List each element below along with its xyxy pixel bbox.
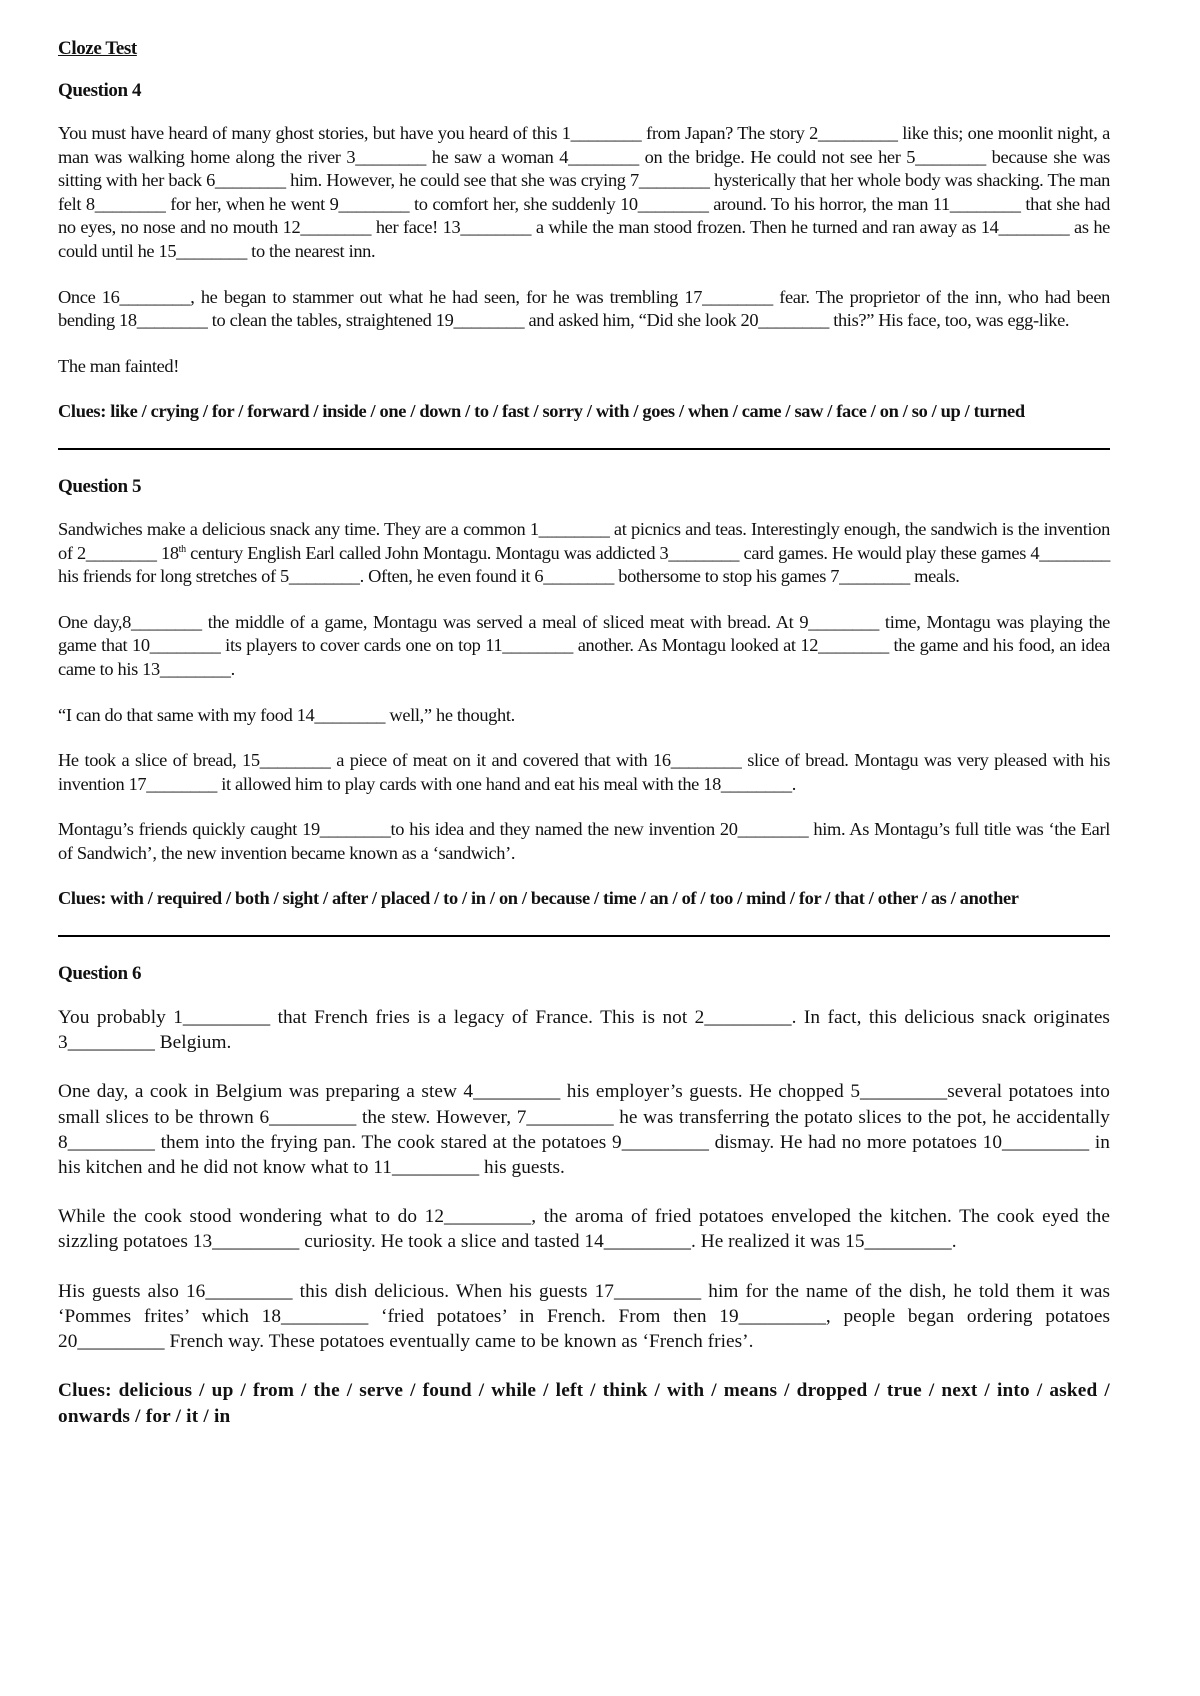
question-4-section — [58, 80, 1110, 424]
question-5-paragraph-1-part-b: century English Earl called John Montagu. Montagu was addicted 3________ card games. He would play these games 4________ his friends for long stretches of 5________. Often, he even found it 6________ bothersome to stop his games 7________ meals. — [58, 542, 1110, 587]
question-6-paragraph-1: You probably 1_________ that French fries is a legacy of France. This is not 2_________. In fact, this delicious snack originates 3_________ Belgium. — [58, 1007, 1110, 1054]
question-5-paragraph-1-part-a: Sandwiches make a delicious snack any time. They are a common 1________ at picnics and teas. Interestingly enough, the sandwich is the invention of 2________ 18 — [58, 518, 1110, 563]
question-5-paragraph-2: One day,8________ the middle of a game, Montagu was served a meal of sliced meat with bread. At 9________ time, Montagu was playing the game that 10________ its players to cover cards one on top 11________ another. As Montagu looked at 12________ the game and his food, an idea came to his 13________. — [58, 611, 1110, 679]
document-title: Cloze Test — [58, 38, 137, 59]
question-6-paragraph-3: While the cook stood wondering what to do 12_________, the aroma of fried potatoes enveloped the kitchen. The cook eyed the sizzling potatoes 13_________ curiosity. He took a slice and tasted 14_________. He realized it was 15_________. — [58, 1206, 1110, 1253]
question-5-section — [58, 476, 1110, 911]
question-6-title: Question 6 — [58, 963, 142, 985]
question-4-title: Question 4 — [58, 80, 142, 101]
question-5-paragraph-4: He took a slice of bread, 15________ a piece of meat on it and covered that with 16________ slice of bread. Montagu was very pleased with his invention 17________ it allowed him to play cards with one hand and eat his meal with the 18________. — [58, 750, 1110, 794]
question-5-paragraph-1 — [58, 518, 1110, 589]
section-divider — [58, 935, 1110, 937]
section-divider — [58, 448, 1110, 450]
question-4-paragraph-3: The man fainted! — [58, 355, 180, 376]
question-5-paragraph-5: Montagu’s friends quickly caught 19________to his idea and they named the new invention 20________ him. As Montagu’s full title was ‘the Earl of Sandwich’, the new invention became known as a ‘sandwich’. — [58, 819, 1110, 863]
question-4-paragraph-1: You must have heard of many ghost stories, but have you heard of this 1________ from Japan? The story 2_________ like this; one moonlit night, a man was walking home along the river 3________ he saw a woman 4________ on the bridge. He could not see her 5________ because she was sitting with her back 6________ him. However, he could see that she was crying 7________ hysterically that her whole body was shacking. The man felt 8________ for her, when he went 9________ to comfort her, she suddenly 10________ around. To his horror, the man 11________ that she had no eyes, no nose and no mouth 12________ her face! 13________ a while the man stood frozen. Then he turned and ran away as 14________ as he could until he 15________ to the nearest inn. — [58, 123, 1110, 261]
ordinal-suffix: th — [178, 543, 186, 555]
worksheet-page — [58, 38, 1110, 1453]
question-4-clues: Clues: like / crying / for / forward / inside / one / down / to / fast / sorry / with / goes / when / came / saw / face / on / so / up / turned — [58, 401, 1025, 422]
question-5-paragraph-3: “I can do that same with my food 14________ well,” he thought. — [58, 704, 515, 725]
question-6-paragraph-4: His guests also 16_________ this dish delicious. When his guests 17_________ him for the name of the dish, he told them it was ‘Pommes frites’ which 18_________ ‘fried potatoes’ in French. From then 19_________, people began ordering potatoes 20_________ French way. These potatoes eventually came to be known as ‘French fries’. — [58, 1280, 1110, 1353]
question-4-paragraph-2: Once 16________, he began to stammer out what he had seen, for he was trembling 17________ fear. The proprietor of the inn, who had been bending 18________ to clean the tables, straightened 19________ and asked him, “Did she look 20________ this?” His face, too, was egg-like. — [58, 286, 1110, 331]
question-5-title: Question 5 — [58, 475, 142, 497]
question-5-clues: Clues: with / required / both / sight / after / placed / to / in / on / because / time / an / of / too / mind / for / that / other / as / another — [58, 888, 1019, 909]
question-6-paragraph-2: One day, a cook in Belgium was preparing a stew 4_________ his employer’s guests. He chopped 5_________several potatoes into small slices to be thrown 6_________ the stew. However, 7_________ he was transferring the potato slices to the pot, he accidentally 8_________ them into the frying pan. The cook stared at the potatoes 9_________ dismay. He had no more potatoes 10_________ in his kitchen and he did not know what to 11_________ his guests. — [58, 1081, 1110, 1179]
question-6-section — [58, 963, 1110, 1429]
question-6-clues: Clues: delicious / up / from / the / serve / found / while / left / think / with / means / dropped / true / next / into / asked / onwards / for / it / in — [58, 1380, 1110, 1427]
